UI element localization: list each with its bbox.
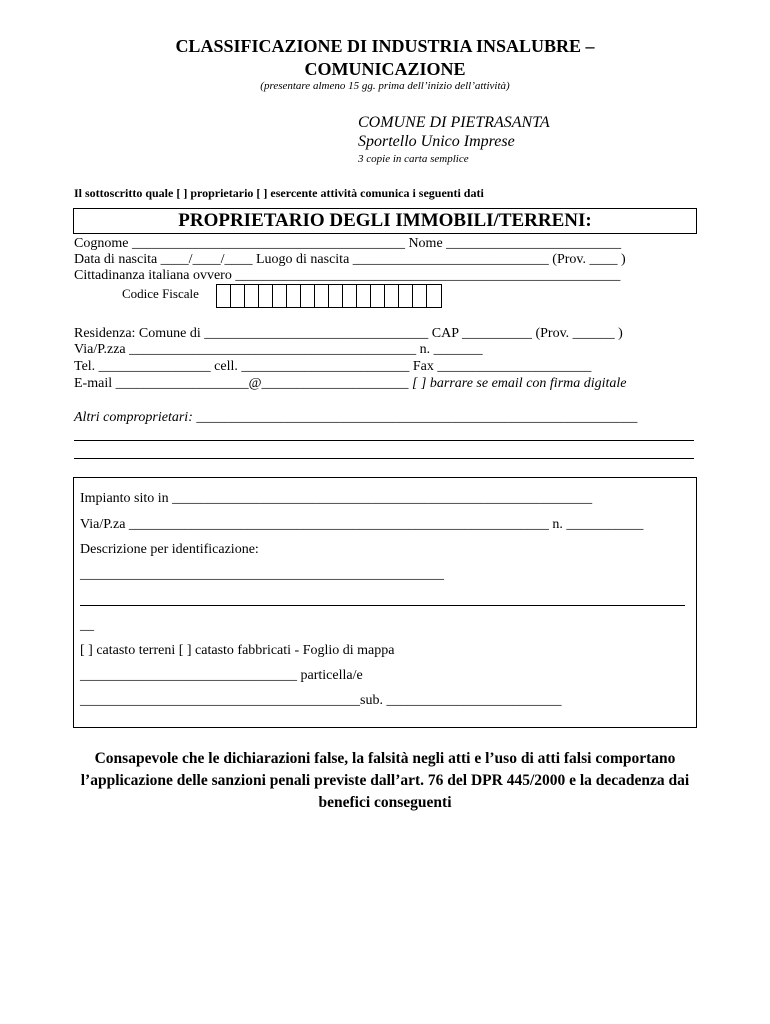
form-title-line1: CLASSIFICAZIONE DI INDUSTRIA INSALUBRE – [175, 36, 595, 56]
cf-cell[interactable] [287, 285, 301, 307]
cittadinanza-field[interactable]: Cittadinanza italiana ovvero _______________________________________________________ [74, 268, 621, 283]
cf-cell[interactable] [259, 285, 273, 307]
nascita-field[interactable]: Data di nascita ____/____/____ Luogo di nascita ____________________________ (Prov. ____ ) [74, 252, 626, 267]
residenza-field[interactable]: Residenza: Comune di ________________________________ CAP __________ (Prov. ______ ) [74, 326, 623, 341]
cf-cell[interactable] [399, 285, 413, 307]
email-field[interactable] [74, 376, 627, 392]
declaration-line[interactable]: Il sottoscritto quale [ ] proprietario [ ] esercente attività comunica i seguenti dati [74, 186, 484, 200]
cf-cell[interactable] [245, 285, 259, 307]
codice-fiscale-label: Codice Fiscale [122, 286, 199, 301]
cf-cell[interactable] [329, 285, 343, 307]
sub-field[interactable]: ________________________________________sub. _________________________ [80, 693, 562, 708]
cf-cell[interactable] [343, 285, 357, 307]
cf-cell[interactable] [273, 285, 287, 307]
cognome-nome-field[interactable]: Cognome _______________________________________ Nome _________________________ [74, 236, 622, 251]
descrizione-line-3[interactable]: __ [80, 618, 94, 633]
codice-fiscale-grid[interactable] [216, 284, 442, 308]
recipient-comune: COMUNE DI PIETRASANTA [358, 114, 550, 131]
descrizione-line-1[interactable]: ____________________________________________________ [80, 567, 444, 582]
altri-line-1[interactable] [74, 440, 694, 441]
altri-comproprietari-field[interactable] [74, 410, 637, 426]
plant-via-field[interactable]: Via/P.za ____________________________________________________________ n. ___________ [80, 517, 644, 532]
recipient-sportello: Sportello Unico Imprese [358, 133, 515, 150]
altri-comproprietari-fill[interactable]: _______________________________________________________________ [192, 410, 638, 425]
catasto-options[interactable]: [ ] catasto terreni [ ] catasto fabbricati - Foglio di mappa [80, 643, 395, 658]
cf-cell[interactable] [231, 285, 245, 307]
recipient-copie: 3 copie in carta semplice [358, 153, 469, 165]
descrizione-label: Descrizione per identificazione: [80, 542, 259, 557]
plant-section-box [73, 477, 697, 728]
cf-cell[interactable] [427, 285, 441, 307]
form-subtitle: (presentare almeno 15 gg. prima dell’inizio dell’attività) [260, 80, 510, 92]
altri-comproprietari-label: Altri comproprietari: [74, 410, 193, 425]
owner-section-heading: PROPRIETARIO DEGLI IMMOBILI/TERRENI: [73, 208, 697, 234]
email-input[interactable]: E-mail ___________________@_____________________ [74, 376, 409, 391]
legal-notice: Consapevole che le dichiarazioni false, la falsità negli atti e l’uso di atti falsi comportano l’applicazione delle sanzioni penali previste dall’art. 76 del DPR 445/2000 e la decadenza dai benefici conseguenti [80, 750, 690, 811]
cf-cell[interactable] [301, 285, 315, 307]
impianto-field[interactable]: Impianto sito in ____________________________________________________________ [80, 491, 593, 506]
via-field[interactable]: Via/P.zza _________________________________________ n. _______ [74, 342, 483, 357]
altri-line-2[interactable] [74, 458, 694, 459]
firma-digitale-checkbox[interactable]: [ ] barrare se email con firma digitale [412, 376, 627, 391]
cf-cell[interactable] [217, 285, 231, 307]
cf-cell[interactable] [385, 285, 399, 307]
cf-cell[interactable] [315, 285, 329, 307]
descrizione-line-2[interactable] [80, 605, 685, 606]
cf-cell[interactable] [413, 285, 427, 307]
form-title-line2: COMUNICAZIONE [304, 59, 466, 79]
cf-cell[interactable] [357, 285, 371, 307]
tel-field[interactable]: Tel. ________________ cell. ________________________ Fax ______________________ [74, 359, 592, 374]
particella-field[interactable]: _______________________________ particella/e [80, 668, 363, 683]
cf-cell[interactable] [371, 285, 385, 307]
